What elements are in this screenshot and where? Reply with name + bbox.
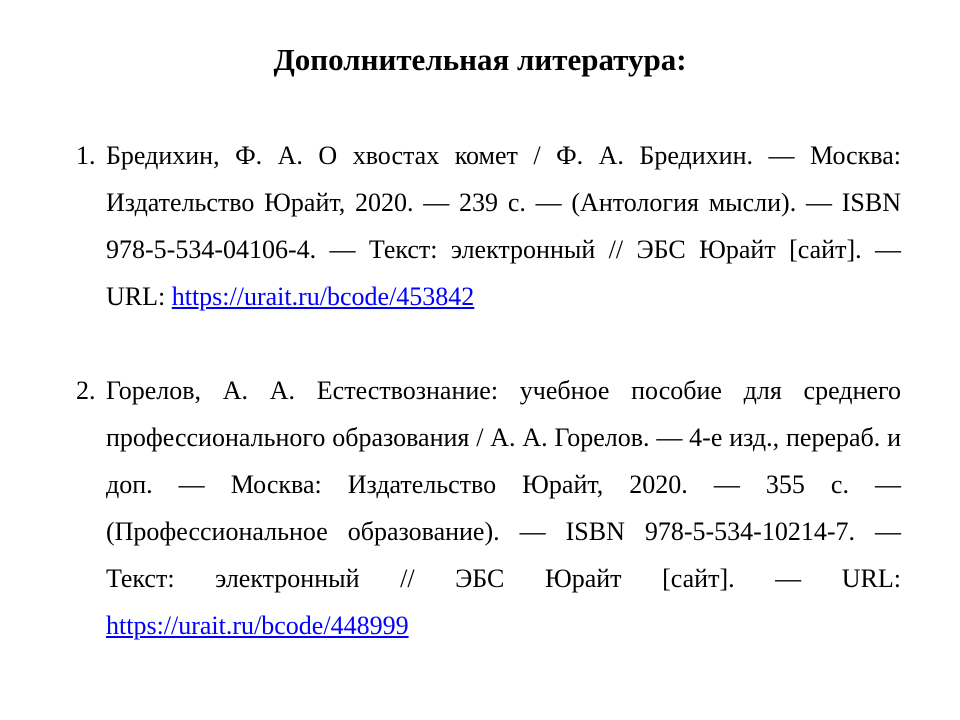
reference-item [66, 367, 901, 649]
reference-item [66, 132, 901, 320]
reference-number: 2. [76, 376, 96, 405]
reference-text: Бредихин, Ф. А. О хвостах комет / Ф. А. Бредихин. — Москва: Издательство Юрайт, 2020. — 239 с. — (Антология мысли). — ISBN 978-5-534-04106-4. — Текст: электронный // ЭБС Юрайт [сайт]. — URL: [106, 141, 901, 311]
reference-list [66, 132, 901, 649]
reference-link[interactable]: https://urait.ru/bcode/453842 [171, 282, 475, 311]
reference-link[interactable]: https://urait.ru/bcode/448999 [106, 611, 409, 640]
page-title: Дополнительная литература: [273, 42, 687, 77]
reference-number: 1. [76, 141, 96, 170]
reference-text: Горелов, А. А. Естествознание: учебное пособие для среднего профессионального образования / А. А. Горелов. — 4-е изд., перераб. и доп. — Москва: Издательство Юрайт, 2020. — 355 с. — (Профессиональное образование). — ISBN 978-5-534-10214-7. — Текст: электронный // ЭБС Юрайт [сайт]. — URL: [106, 376, 901, 593]
